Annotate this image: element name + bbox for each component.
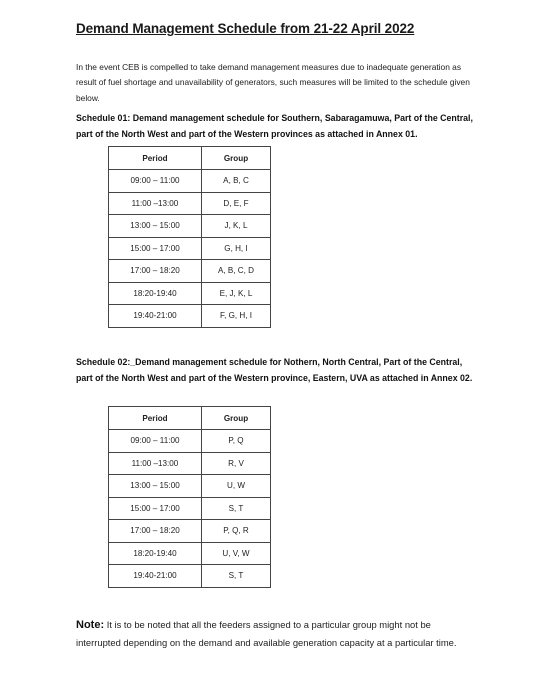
period-cell: 18:20-19:40 [109,542,202,565]
group-column-header: Group [202,147,271,170]
note-label: Note: [76,619,105,631]
period-cell: 15:00 – 17:00 [109,237,202,260]
group-cell: J, K, L [202,215,271,238]
group-cell: P, Q, R [202,520,271,543]
group-cell: F, G, H, I [202,305,271,328]
group-cell: S, T [202,497,271,520]
schedule-02-heading: Schedule 02:_Demand management schedule for Nothern, North Central, Part of the Central, part of the North West and part of the Western province, Eastern, UVA as attached in Annex 02. [76,357,473,383]
table-header-row [109,407,271,430]
group-cell: D, E, F [202,192,271,215]
table-row [109,497,271,520]
group-cell: U, W [202,475,271,498]
group-cell: G, H, I [202,237,271,260]
period-cell: 15:00 – 17:00 [109,497,202,520]
group-cell: P, Q [202,430,271,453]
group-cell: E, J, K, L [202,282,271,305]
intro-paragraph: In the event CEB is compelled to take demand management measures due to inadequate generation as result of fuel shortage and unavailability of generators, such measures will be limited to the schedule given below. [76,62,470,103]
period-cell: 09:00 – 11:00 [109,430,202,453]
period-cell: 13:00 – 15:00 [109,215,202,238]
period-cell: 11:00 –13:00 [109,192,202,215]
group-column-header: Group [202,407,271,430]
table-row [109,430,271,453]
period-cell: 11:00 –13:00 [109,452,202,475]
note-paragraph [76,616,476,651]
schedule-01-heading: Schedule 01: Demand management schedule for Southern, Sabaragamuwa, Part of the Central, part of the North West and part of the Western provinces as attached in Annex 01. [76,113,473,139]
group-cell: R, V [202,452,271,475]
table-row [109,237,271,260]
schedule-02-table [108,406,271,588]
table-row [109,452,271,475]
table-row [109,215,271,238]
document-title: Demand Management Schedule from 21-22 April 2022 [76,21,415,36]
period-cell: 19:40-21:00 [109,565,202,588]
period-cell: 09:00 – 11:00 [109,170,202,193]
table-row [109,192,271,215]
period-cell: 19:40-21:00 [109,305,202,328]
table-row [109,305,271,328]
period-cell: 13:00 – 15:00 [109,475,202,498]
group-cell: U, V, W [202,542,271,565]
table-row [109,520,271,543]
period-cell: 18:20-19:40 [109,282,202,305]
period-column-header: Period [109,147,202,170]
group-cell: S, T [202,565,271,588]
schedule-01-table [108,146,271,328]
table-row [109,475,271,498]
note-text: It is to be noted that all the feeders assigned to a particular group might not be interrupted depending on the demand and available generation capacity at a particular time. [76,619,457,648]
table-row [109,565,271,588]
group-cell: A, B, C [202,170,271,193]
period-cell: 17:00 – 18:20 [109,520,202,543]
table-row [109,282,271,305]
table-header-row [109,147,271,170]
period-cell: 17:00 – 18:20 [109,260,202,283]
group-cell: A, B, C, D [202,260,271,283]
table-row [109,542,271,565]
table-row [109,260,271,283]
period-column-header: Period [109,407,202,430]
table-row [109,170,271,193]
